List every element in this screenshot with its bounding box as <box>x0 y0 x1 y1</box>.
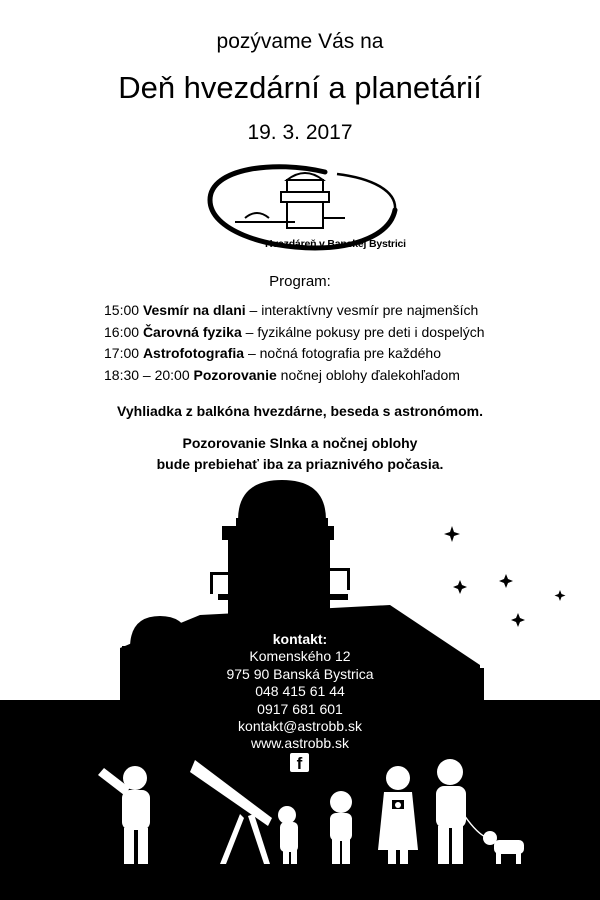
program-heading: Program: <box>269 273 331 290</box>
contact-heading: kontakt: <box>272 631 328 647</box>
event-date: 19. 3. 2017 <box>247 121 353 144</box>
contact-mobile: 0917 681 601 <box>257 700 343 717</box>
star-icon <box>555 590 566 601</box>
schedule-time: 15:00 <box>104 302 140 318</box>
weather-note-line: bude prebiehať iba za priaznivého počasia. <box>156 456 444 472</box>
schedule-time: 16:00 <box>104 323 140 340</box>
schedule-name: Pozorovanie <box>193 366 277 383</box>
star-icon <box>444 526 460 542</box>
schedule-desc: – fyzikálne pokusy pre deti i dospelých <box>241 323 485 340</box>
schedule-desc: – interaktívny vesmír pre najmenších <box>245 302 479 318</box>
schedule-time: 17:00 <box>104 345 140 361</box>
contact-phone: 048 415 61 44 <box>255 683 345 700</box>
balcony-note: Vyhliadka z balkóna hvezdárne, beseda s astronómom. <box>117 403 483 419</box>
schedule-time: 18:30 – 20:00 <box>104 366 190 383</box>
contact-email-link[interactable]: kontakt@astrobb.sk <box>238 718 362 735</box>
schedule-name: Čarovná fyzika <box>142 323 242 340</box>
weather-note-line: Pozorovanie Slnka a nočnej oblohy <box>182 435 418 451</box>
schedule-desc: – nočná fotografia pre každého <box>244 345 441 361</box>
invite-line: pozývame Vás na <box>216 30 384 53</box>
schedule-name: Vesmír na dlani <box>142 302 246 318</box>
contact-city: 975 90 Banská Bystrica <box>226 665 374 682</box>
star-icon <box>511 613 525 627</box>
star-icon <box>453 580 467 594</box>
contact-web-link[interactable]: www.astrobb.sk <box>250 735 350 752</box>
logo-caption: Hvezdáreň v Banskej Bystrici <box>265 238 406 250</box>
schedule-desc: nočnej oblohy ďalekohľadom <box>276 366 460 383</box>
facebook-icon[interactable]: f <box>290 753 309 772</box>
schedule-name: Astrofotografia <box>142 345 245 361</box>
contact-block <box>0 631 600 753</box>
stars <box>444 526 566 627</box>
event-title: Deň hvezdární a planetárií <box>118 70 482 105</box>
star-icon <box>499 574 513 588</box>
crescent-moon-icon <box>40 562 93 615</box>
contact-street: Komenského 12 <box>249 648 351 665</box>
